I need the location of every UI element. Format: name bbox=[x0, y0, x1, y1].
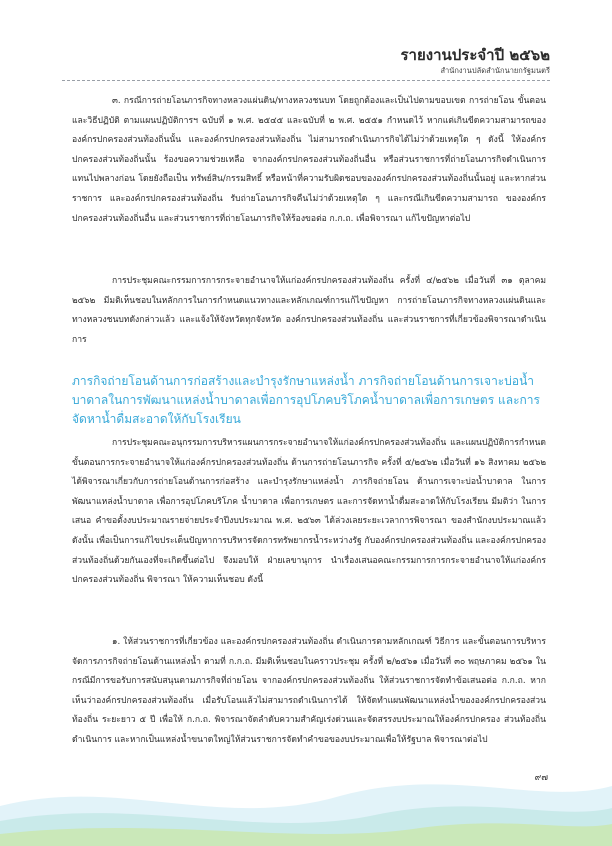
paragraph-block-2 bbox=[72, 272, 546, 350]
decorative-wave-footer bbox=[0, 736, 612, 846]
header-divider bbox=[62, 80, 550, 81]
paragraph-subcommittee: การประชุมคณะอนุกรรมการบริหารแผนการกระจายอำนาจให้แก่องค์กรปกครองส่วนท้องถิ่น และแผนปฏิบัติการกำหนดขั้นตอนการกระจายอำนาจให้แก่องค์กรปกครองส่วนท้องถิ่น ด้านการถ่ายโอนภารกิจ ครั้งที่ ๕/๒๕๖๒ เมื่อวันที่ ๑๖ สิงหาคม ๒๕๖๒ ได้พิจารณาเกี่ยวกับการถ่ายโอนด้านการก่อสร้าง และบำรุงรักษาแหล่งน้ำ ภารกิจถ่ายโอน ด้านการเจาะบ่อน้ำบาดาล ในการพัฒนาแหล่งน้ำบาดาล เพื่อการอุปโภคบริโภค น้ำบาดาล เพื่อการเกษตร และการจัดหาน้ำดื่มสะอาดให้กับโรงเรียน มีมติว่า ในการเสนอ คำขอตั้งงบประมาณรายจ่ายประจำปีงบประมาณ พ.ศ. ๒๕๖๓ ได้ล่วงเลยระยะเวลาการพิจารณา ของสำนักงบประมาณแล้ว ดังนั้น เพื่อเป็นการแก้ไขประเด็นปัญหาการบริหารจัดการทรัพยากรน้ำระหว่างรัฐ กับองค์กรปกครองส่วนท้องถิ่น และองค์กรปกครองส่วนท้องถิ่นด้วยกันเองที่จะเกิดขึ้นต่อไป จึงมอบให้ ฝ่ายเลขานุการ นำเรื่องเสนอคณะกรรมการการกระจายอำนาจให้แก่องค์กรปกครองส่วนท้องถิ่น พิจารณา ให้ความเห็นชอบ ดังนี้ bbox=[72, 438, 546, 586]
page-header bbox=[400, 46, 550, 77]
paragraph-block-3 bbox=[72, 434, 546, 591]
paragraph-block-4 bbox=[72, 633, 546, 751]
paragraph-block-1 bbox=[72, 92, 546, 229]
report-subtitle: สำนักงานปลัดสำนักนายกรัฐมนตรี bbox=[440, 66, 550, 75]
report-title: รายงานประจำปี ๒๕๖๒ bbox=[400, 46, 550, 64]
paragraph-item-1: ๑. ให้ส่วนราชการที่เกี่ยวข้อง และองค์กรปกครองส่วนท้องถิ่น ดำเนินการตามหลักเกณฑ์ วิธีการ และขั้นตอนการบริหารจัดการภารกิจถ่ายโอนด้านแหล่งน้ำ ตามที่ ก.ก.ถ. มีมติเห็นชอบในคราวประชุม ครั้งที่ ๒/๒๕๖๑ เมื่อวันที่ ๓๐ พฤษภาคม ๒๕๖๑ ในกรณีมีการขอรับการสนับสนุนตามภารกิจที่ถ่ายโอน จากองค์กรปกครองส่วนท้องถิ่น ให้ส่วนราชการจัดทำข้อเสนอต่อ ก.ก.ถ. หากเห็นว่าองค์กรปกครองส่วนท้องถิ่น เมื่อรับโอนแล้วไม่สามารถดำเนินการได้ ให้จัดทำแผนพัฒนาแหล่งน้ำขององค์กรปกครองส่วนท้องถิ่น ระยะยาว ๕ ปี เพื่อให้ ก.ก.ถ. พิจารณาจัดลำดับความสำคัญเร่งด่วนและจัดสรรงบประมาณให้องค์กรปกครอง ส่วนท้องถิ่น ดำเนินการ และหากเป็นแหล่งน้ำขนาดใหญ่ให้ส่วนราชการจัดทำคำขอของบประมาณเพื่อให้รัฐบาล พิจารณาต่อไป bbox=[72, 637, 546, 745]
section-heading: ภารกิจถ่ายโอนด้านการก่อสร้างและบำรุงรักษาแหล่งน้ำ ภารกิจถ่ายโอนด้านการเจาะบ่อน้ำบาดาลในการพัฒนาแหล่งน้ำบาดาลเพื่อการอุปโภคบริโภคน้ำบาดาลเพื่อการเกษตร และการจัดหาน้ำดื่มสะอาดให้กับโรงเรียน bbox=[72, 374, 540, 426]
paragraph-resolution: การประชุมคณะกรรมการการกระจายอำนาจให้แก่องค์กรปกครองส่วนท้องถิ่น ครั้งที่ ๔/๒๕๖๒ เมื่อวันที่ ๓๑ ตุลาคม ๒๕๖๒ มีมติเห็นชอบในหลักการในการกำหนดแนวทางและหลักเกณฑ์การแก้ไขปัญหา การถ่ายโอนภารกิจทางหลวงแผ่นดินและทางหลวงชนบทดังกล่าวแล้ว และแจ้งให้จังหวัดทุกจังหวัด องค์กรปกครองส่วนท้องถิ่น และส่วนราชการที่เกี่ยวข้องพิจารณาดำเนินการ bbox=[72, 276, 546, 345]
paragraph-item-3: ๓. กรณีการถ่ายโอนภารกิจทางหลวงแผ่นดิน/ทางหลวงชนบท โดยถูกต้องและเป็นไปตามขอบเขต การถ่ายโอน ขั้นตอนและวิธีปฏิบัติ ตามแผนปฏิบัติการฯ ฉบับที่ ๑ พ.ศ. ๒๕๔๕ และฉบับที่ ๒ พ.ศ. ๒๕๕๑ กำหนดไว้ หากแต่เกินขีดความสามารถขององค์กรปกครองส่วนท้องถิ่นนั้น และองค์กรปกครองส่วนท้องถิ่น ไม่สามารถดำเนินภารกิจได้ไม่ว่าด้วยเหตุใด ๆ ดังนี้ ให้องค์กรปกครองส่วนท้องถิ่นนั้น ร้องขอความช่วยเหลือ จากองค์กรปกครองส่วนท้องถิ่นอื่น หรือส่วนราชการที่ถ่ายโอนภารกิจดำเนินการแทนไปพลางก่อน โดยยังถือเป็น ทรัพย์สิน/กรรมสิทธิ์ หรือหน้าที่ความรับผิดชอบขององค์กรปกครองส่วนท้องถิ่นนั้นอยู่ และหากส่วนราชการ และองค์กรปกครองส่วนท้องถิ่น รับถ่ายโอนภารกิจคืนไม่ว่าด้วยเหตุใด ๆ และกรณีเกินขีดความสามารถ ขององค์กรปกครองส่วนท้องถิ่นอื่น และส่วนราชการที่ถ่ายโอนภารกิจให้ร้องขอต่อ ก.ก.ถ. เพื่อพิจารณา แก้ไขปัญหาต่อไป bbox=[72, 96, 546, 224]
page-number: ๙๗ bbox=[534, 773, 548, 783]
